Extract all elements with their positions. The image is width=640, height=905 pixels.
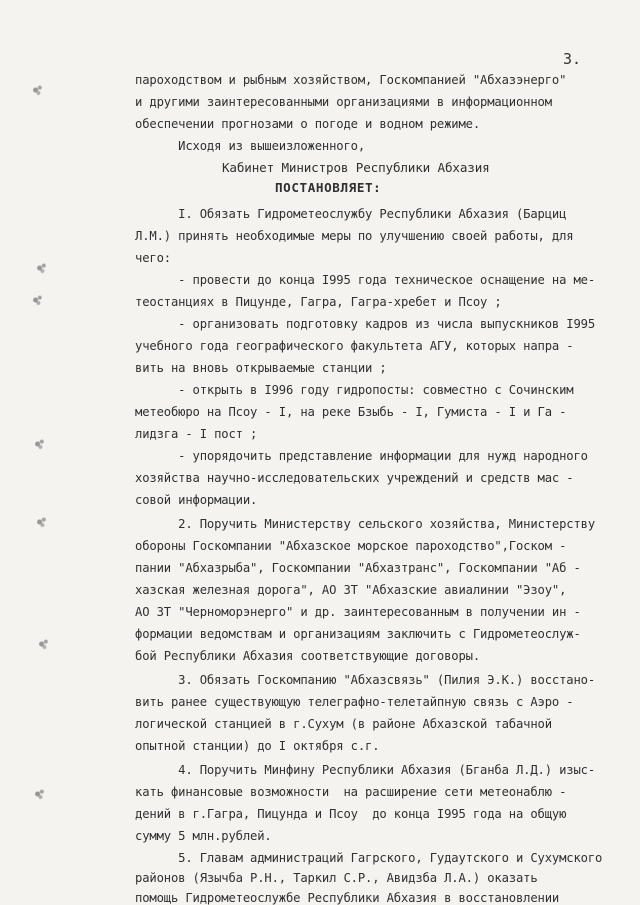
text-line: АО ЗТ "Черноморэнерго" и др. заинтересованным в получении ин - [135,605,581,619]
text-line: теостанциях в Пицунде, Гагра, Гагра-хребет и Псоу ; [135,295,502,309]
text-line: обеспечении прогнозами о погоде и водном режиме. [135,117,480,131]
text-line: бой Республики Абхазия соответствующие договоры. [135,649,480,663]
text-line: 4. Поручить Минфину Республики Абхазия (Бганба Л.Д.) изыс- [135,763,595,777]
binding-mark [36,638,50,650]
binding-mark [32,438,46,450]
text-line: дений в г.Гагра, Пицунда и Псоу до конца I995 года на общую [135,807,567,821]
binding-mark [32,788,46,800]
binding-mark [30,294,44,306]
text-line: пароходством и рыбным хозяйством, Госкомпанией "Абхазэнерго" [135,73,567,87]
text-line: учебного года географического факультета АГУ, которых напра - [135,339,574,353]
text-line: хазская железная дорога", АО ЗТ "Абхазские авиалинии "Эзоу", [135,583,567,597]
text-line: вить ранее существующую телеграфно-телетайпную связь с Аэро - [135,695,574,709]
text-line: помощь Гидрометеослужбе Республики Абхазия в восстановлении [135,891,560,905]
text-line: Л.М.) принять необходимые меры по улучшению своей работы, для [135,229,574,243]
text-line: чего: [135,251,171,265]
text-line: - организовать подготовку кадров из числа выпускников I995 [135,317,595,331]
text-line: сумму 5 млн.рублей. [135,829,272,843]
text-line: метеобюро на Псоу - I, на реке Бзыбь - I, Гумиста - I и Га - [135,405,567,419]
text-line: районов (Язычба Р.Н., Таркил С.Р., Авидзба Л.А.) оказать [135,871,538,885]
text-line: I. Обязать Гидрометеослужбу Республики Абхазия (Барциц [135,207,567,221]
text-line: опытной станции) до I октября с.г. [135,739,380,753]
text-line: лидзга - I пост ; [135,427,258,441]
text-line: логической станцией в г.Сухум (в районе Абхазской табачной [135,717,552,731]
text-line: 5. Главам администраций Гагрского, Гудаутского и Сухумского [135,851,603,865]
resolution-heading: ПОСТАНОВЛЯЕТ: [275,180,382,195]
text-line: кать финансовые возможности на расширение сети метеонаблю - [135,785,567,799]
text-line: - провести до конца I995 года техническое оснащение на ме- [135,273,595,287]
text-line: - открыть в I996 году гидропосты: совместно с Сочинским [135,383,574,397]
text-line: обороны Госкомпании "Абхазское морское пароходство",Госком - [135,539,567,553]
binding-mark [34,262,48,274]
issuing-body-heading: Кабинет Министров Республики Абхазия [222,160,490,175]
text-line: хозяйства научно-исследовательских учреждений и средств мас - [135,471,574,485]
text-line: вить на вновь открываемые станции ; [135,361,387,375]
text-line: пании "Абхазрыба", Госкомпании "Абхазтранс", Госкомпании "Аб - [135,561,581,575]
text-line: 2. Поручить Министерству сельского хозяйства, Министерству [135,517,595,531]
binding-mark [30,84,44,96]
text-line: Исходя из вышеизложенного, [135,139,365,153]
text-line: и другими заинтересованными организациями в информационном [135,95,552,109]
text-line: - упорядочить представление информации для нужд народного [135,449,588,463]
text-line: совой информации. [135,493,258,507]
text-line: формации ведомствам и организациям заключить с Гидрометеослуж- [135,627,581,641]
page-number: 3. [563,50,582,68]
text-line: 3. Обязать Госкомпанию "Абхазсвязь" (Пилия Э.К.) восстано- [135,673,595,687]
binding-mark [34,516,48,528]
